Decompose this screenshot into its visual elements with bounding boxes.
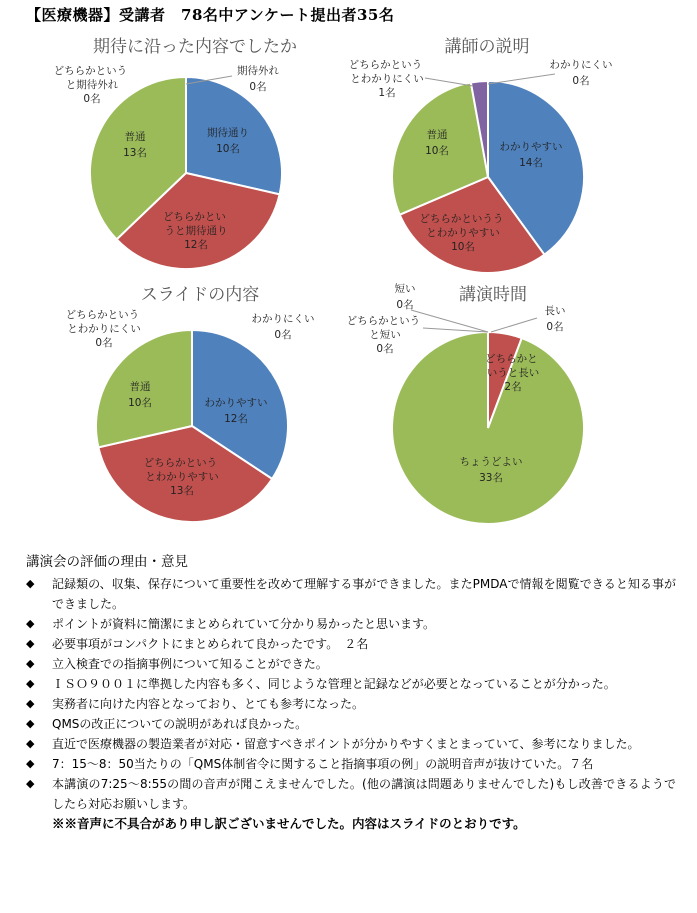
slice-label: 長い [544,305,566,317]
slice-label-line: いうと長い [486,367,540,379]
chart-duration [345,280,690,530]
slice-label-line: どちらかと [485,353,538,365]
slice-label-line: どちらかという [53,65,128,77]
comment-text: 記録類の、収集、保存について重要性を改めて理解する事ができました。またPMDAで情報を閲覧できると知る事ができました。 [52,577,676,611]
slice-label-line: どちらかという [143,457,218,469]
bullet-diamond-icon: ◆ [26,717,35,730]
comment-item [26,714,676,734]
slice-label [66,309,143,335]
comment-item [26,654,676,674]
slice-label-line: どちらかという [348,59,423,71]
chart-instructor [345,30,690,280]
chart-slides-svg [0,280,345,530]
slice-label: 普通 [426,129,448,141]
slice-value-label: 0名 [572,75,590,87]
comment-text: 7：15～8：50当たりの「QMS体制省令に関すること指摘事項の例」の説明音声が抜けていた。７名 [52,757,594,771]
chart-duration-svg [345,280,690,530]
slice-label: 普通 [124,131,146,143]
comment-text: 必要事項がコンパクトにまとめられて良かったです。 ２名 [52,637,369,651]
slice-label: ちょうどよい [459,456,523,468]
chart-title: 講演時間 [459,285,527,305]
slice-value-label: 0名 [376,343,394,355]
slice-label-line: とわかりにくい [67,323,141,335]
comment-item [26,774,676,814]
bullet-diamond-icon: ◆ [26,637,35,650]
slice-value-label: 33名 [479,472,503,484]
chart-expectation [0,30,345,280]
comment-text: ポイントが資料に簡潔にまとめられていて分かり易かったと思います。 [52,617,436,631]
bullet-diamond-icon: ◆ [26,577,35,590]
chart-title: 講師の説明 [444,37,530,57]
apology-note: ※※音声に不具合があり申し訳ございませんでした。内容はスライドのとおりです。 [52,816,526,831]
comment-item [26,614,676,634]
comment-item [26,694,676,714]
slice-label-line: どちらかという [346,315,421,327]
bullet-diamond-icon: ◆ [26,657,35,670]
slice-value-label: 0名 [546,321,564,333]
slice-label [347,315,424,341]
slice-value-label: 0名 [95,337,113,349]
slice-label-line: とわかりやすい [426,227,500,239]
chart-expectation-svg [0,30,345,280]
slice-label-line: どちらかというう [419,213,504,225]
comments-section [26,550,676,834]
leader-line [491,318,537,332]
slice-label: 短い [394,283,416,295]
comment-item [26,574,676,614]
bullet-diamond-icon: ◆ [26,737,35,750]
slice-value-label: 0名 [396,299,414,311]
leader-line [488,74,555,84]
slice-label: わかりやすい [499,141,563,153]
slice-value-label: 10名 [128,397,152,409]
slice-label: 期待通り [207,127,249,139]
page-title: 【医療機器】受講者 78名中アンケート提出者35名 [26,6,395,24]
slice-value-label: 1名 [378,87,396,99]
slice-value-label: 14名 [519,157,543,169]
slice-value-label: 12名 [224,413,248,425]
slice-value-label: 13名 [123,147,147,159]
bullet-diamond-icon: ◆ [26,777,35,790]
slice-label-line: どちらかという [65,309,140,321]
chart-title: 期待に沿った内容でしたか [93,37,297,57]
slice-value-label: 0名 [83,93,101,105]
comment-text: ＩＳＯ９００１に準拠した内容も多く、同じような管理と記録などが必要となっていることが分かった。 [52,677,616,691]
chart-instructor-svg [345,30,690,280]
comments-list [26,574,676,814]
slice-value-label: 2名 [504,381,522,393]
slice-value-label: 10名 [216,143,240,155]
slice-value-label: 12名 [184,239,208,251]
slice-label-line: うと期待通り [164,225,228,237]
comment-text: QMSの改正についての説明があれば良かった。 [52,717,308,731]
leader-line [423,328,488,332]
slice-label: 普通 [129,381,151,393]
slice-value-label: 0名 [249,81,267,93]
bullet-diamond-icon: ◆ [26,697,35,710]
comments-heading: 講演会の評価の理由・意見 [26,554,188,570]
slice-label-line: とわかりにくい [350,73,424,85]
comment-item [26,634,676,654]
comment-text: 直近で医療機器の製造業者が対応・留意すべきポイントが分かりやすくまとまっていて、参考になりました。 [52,737,640,751]
slice-label: わかりにくい [549,59,613,71]
slice-value-label: 0名 [274,329,292,341]
comment-text: 実務者に向けた内容となっており、とても参考になった。 [52,697,365,711]
slice-label: わかりにくい [251,313,315,325]
bullet-diamond-icon: ◆ [26,677,35,690]
slice-label [349,59,426,85]
chart-slides [0,280,345,530]
bullet-diamond-icon: ◆ [26,617,35,630]
slice-value-label: 10名 [425,145,449,157]
comment-item [26,754,676,774]
leader-line [425,78,473,86]
slice-label-line: と短い [369,329,401,341]
chart-title: スライドの内容 [140,285,260,305]
comment-text: 立入検査での指摘事例について知ることができた。 [52,657,328,671]
slice-label-line: どちらかとい [162,211,226,223]
slice-label-line: と期待外れ [65,79,119,91]
slice-label: わかりやすい [204,397,268,409]
slice-value-label: 13名 [170,485,194,497]
comment-item [26,674,676,694]
slice-label [54,65,131,91]
comment-text: 本講演の7:25～8:55の間の音声が聞こえませんでした。(他の講演は問題ありませんでした)もし改善できるようでしたら対応お願いします。 [52,777,676,811]
slice-label-line: とわかりやすい [145,471,219,483]
comment-item [26,734,676,754]
slice-label: 期待外れ [237,65,279,77]
slice-value-label: 10名 [451,241,475,253]
bullet-diamond-icon: ◆ [26,757,35,770]
